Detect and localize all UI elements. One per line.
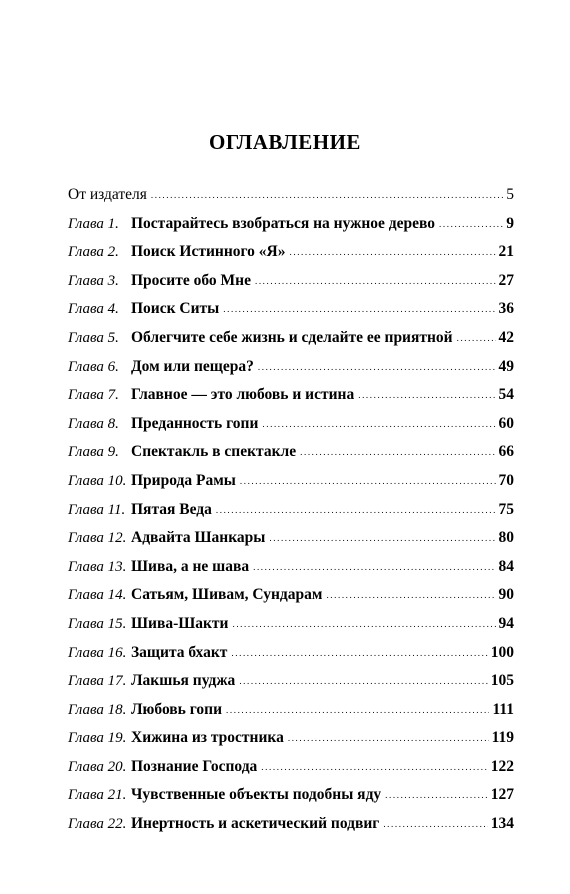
dot-leader	[261, 762, 487, 772]
chapter-title: Шива-Шакти	[131, 614, 229, 632]
chapter-title: Природа Рамы	[131, 471, 236, 489]
toc-entry[interactable]	[68, 501, 514, 530]
chapter-title: Дом или пещера?	[131, 357, 254, 375]
dot-leader	[290, 247, 496, 257]
chapter-number: Глава 2.	[68, 244, 119, 261]
chapter-number: Глава 5.	[68, 329, 119, 346]
dot-leader	[439, 219, 503, 229]
chapter-number: Глава 14.	[68, 587, 127, 604]
chapter-number: Глава 20.	[68, 758, 127, 775]
dot-leader	[223, 304, 495, 314]
toc-entry[interactable]	[68, 329, 514, 358]
chapter-title: Поиск Истинного «Я»	[131, 243, 286, 261]
toc-entry[interactable]	[68, 758, 514, 787]
toc-entry[interactable]	[68, 215, 514, 244]
chapter-title: Спектакль в спектакле	[131, 443, 297, 461]
toc-entry[interactable]	[68, 386, 514, 415]
table-of-contents	[68, 186, 514, 844]
toc-entry[interactable]	[68, 615, 514, 644]
dot-leader	[255, 276, 496, 286]
page-number: 80	[498, 529, 514, 547]
chapter-title: Любовь гопи	[131, 700, 223, 718]
chapter-number: Глава 12.	[68, 530, 127, 547]
page-number: 127	[490, 786, 514, 804]
page-number: 90	[498, 586, 514, 604]
page-number: 75	[498, 500, 514, 518]
chapter-number: Глава 4.	[68, 301, 119, 318]
toc-entry[interactable]	[68, 443, 514, 472]
toc-entry[interactable]	[68, 558, 514, 587]
chapter-number: Глава 11.	[68, 501, 126, 518]
chapter-number: Глава 21.	[68, 787, 127, 804]
page-number: 21	[498, 243, 514, 261]
chapter-title: Постарайтесь взобраться на нужное дерево	[131, 214, 436, 232]
page-number: 42	[498, 328, 514, 346]
page-number: 49	[498, 357, 514, 375]
dot-leader	[326, 590, 495, 600]
chapter-title: Облегчите себе жизнь и сделайте ее приятной	[131, 328, 453, 346]
chapter-title: Просите обо Мне	[131, 271, 251, 289]
chapter-number: Глава 6.	[68, 358, 119, 375]
chapter-number: Глава 22.	[68, 816, 127, 833]
dot-leader	[239, 676, 487, 686]
toc-entry[interactable]	[68, 415, 514, 444]
page-number: 119	[491, 729, 514, 747]
page-number: 111	[492, 700, 514, 718]
chapter-number: Глава 19.	[68, 730, 127, 747]
page-number: 134	[490, 815, 514, 833]
chapter-number: Глава 8.	[68, 415, 119, 432]
page-number: 105	[490, 672, 514, 690]
dot-leader	[358, 390, 495, 400]
chapter-number: Глава 10.	[68, 472, 127, 489]
chapter-number: Глава 17.	[68, 673, 127, 690]
dot-leader	[258, 362, 496, 372]
page-number: 94	[498, 614, 514, 632]
dot-leader	[151, 190, 503, 200]
chapter-number: Глава 16.	[68, 644, 127, 661]
dot-leader	[226, 705, 489, 715]
toc-entry[interactable]	[68, 815, 514, 844]
dot-leader	[288, 733, 489, 743]
page-number: 36	[498, 300, 514, 318]
dot-leader	[269, 533, 495, 543]
chapter-title: Чувственные объекты подобны яду	[131, 786, 382, 804]
chapter-number: Глава 7.	[68, 387, 119, 404]
page-title: ОГЛАВЛЕНИЕ	[209, 130, 361, 154]
chapter-number: Глава 9.	[68, 444, 119, 461]
page-number: 27	[498, 271, 514, 289]
dot-leader	[232, 619, 495, 629]
toc-entry[interactable]	[68, 644, 514, 673]
dot-leader	[262, 419, 495, 429]
chapter-number: Глава 1.	[68, 215, 119, 232]
chapter-title: Инертность и аскетический подвиг	[131, 815, 380, 833]
chapter-title: Адвайта Шанкары	[131, 529, 266, 547]
chapter-number: Глава 3.	[68, 272, 119, 289]
toc-entry[interactable]	[68, 672, 514, 701]
chapter-number: Глава 15.	[68, 615, 127, 632]
chapter-title: От издателя	[68, 186, 147, 203]
dot-leader	[253, 562, 495, 572]
page-number: 122	[490, 757, 514, 775]
page-number: 100	[490, 643, 514, 661]
page-number: 54	[498, 386, 514, 404]
toc-entry-publisher[interactable]	[68, 186, 514, 215]
toc-entry[interactable]	[68, 300, 514, 329]
toc-entry[interactable]	[68, 243, 514, 272]
dot-leader	[385, 790, 488, 800]
chapter-title: Шива, а не шава	[131, 557, 250, 575]
toc-entry[interactable]	[68, 729, 514, 758]
chapter-title: Познание Господа	[131, 757, 258, 775]
toc-entry[interactable]	[68, 529, 514, 558]
toc-entry[interactable]	[68, 472, 514, 501]
page-number: 5	[506, 186, 514, 203]
dot-leader	[383, 819, 487, 829]
chapter-title: Защита бхакт	[131, 643, 228, 661]
dot-leader	[300, 447, 495, 457]
page-number: 84	[498, 557, 514, 575]
dot-leader	[457, 333, 496, 343]
page-number: 9	[506, 214, 514, 232]
dot-leader	[216, 505, 496, 515]
dot-leader	[240, 476, 496, 486]
chapter-title: Пятая Веда	[131, 500, 212, 518]
page-number: 70	[498, 471, 514, 489]
toc-entry[interactable]	[68, 701, 514, 730]
page-number: 60	[498, 414, 514, 432]
toc-entry[interactable]	[68, 586, 514, 615]
chapter-number: Глава 18.	[68, 701, 127, 718]
chapter-title: Лакшья пуджа	[131, 672, 236, 690]
page-number: 66	[498, 443, 514, 461]
chapter-title: Хижина из тростника	[131, 729, 284, 747]
toc-entry[interactable]	[68, 786, 514, 815]
chapter-title: Главное — это любовь и истина	[131, 386, 355, 404]
dot-leader	[231, 648, 487, 658]
chapter-title: Преданность гопи	[131, 414, 259, 432]
chapter-title: Поиск Ситы	[131, 300, 220, 318]
toc-entry[interactable]	[68, 358, 514, 387]
toc-entry[interactable]	[68, 272, 514, 301]
chapter-title: Сатьям, Шивам, Сундарам	[131, 586, 323, 604]
chapter-number: Глава 13.	[68, 558, 127, 575]
